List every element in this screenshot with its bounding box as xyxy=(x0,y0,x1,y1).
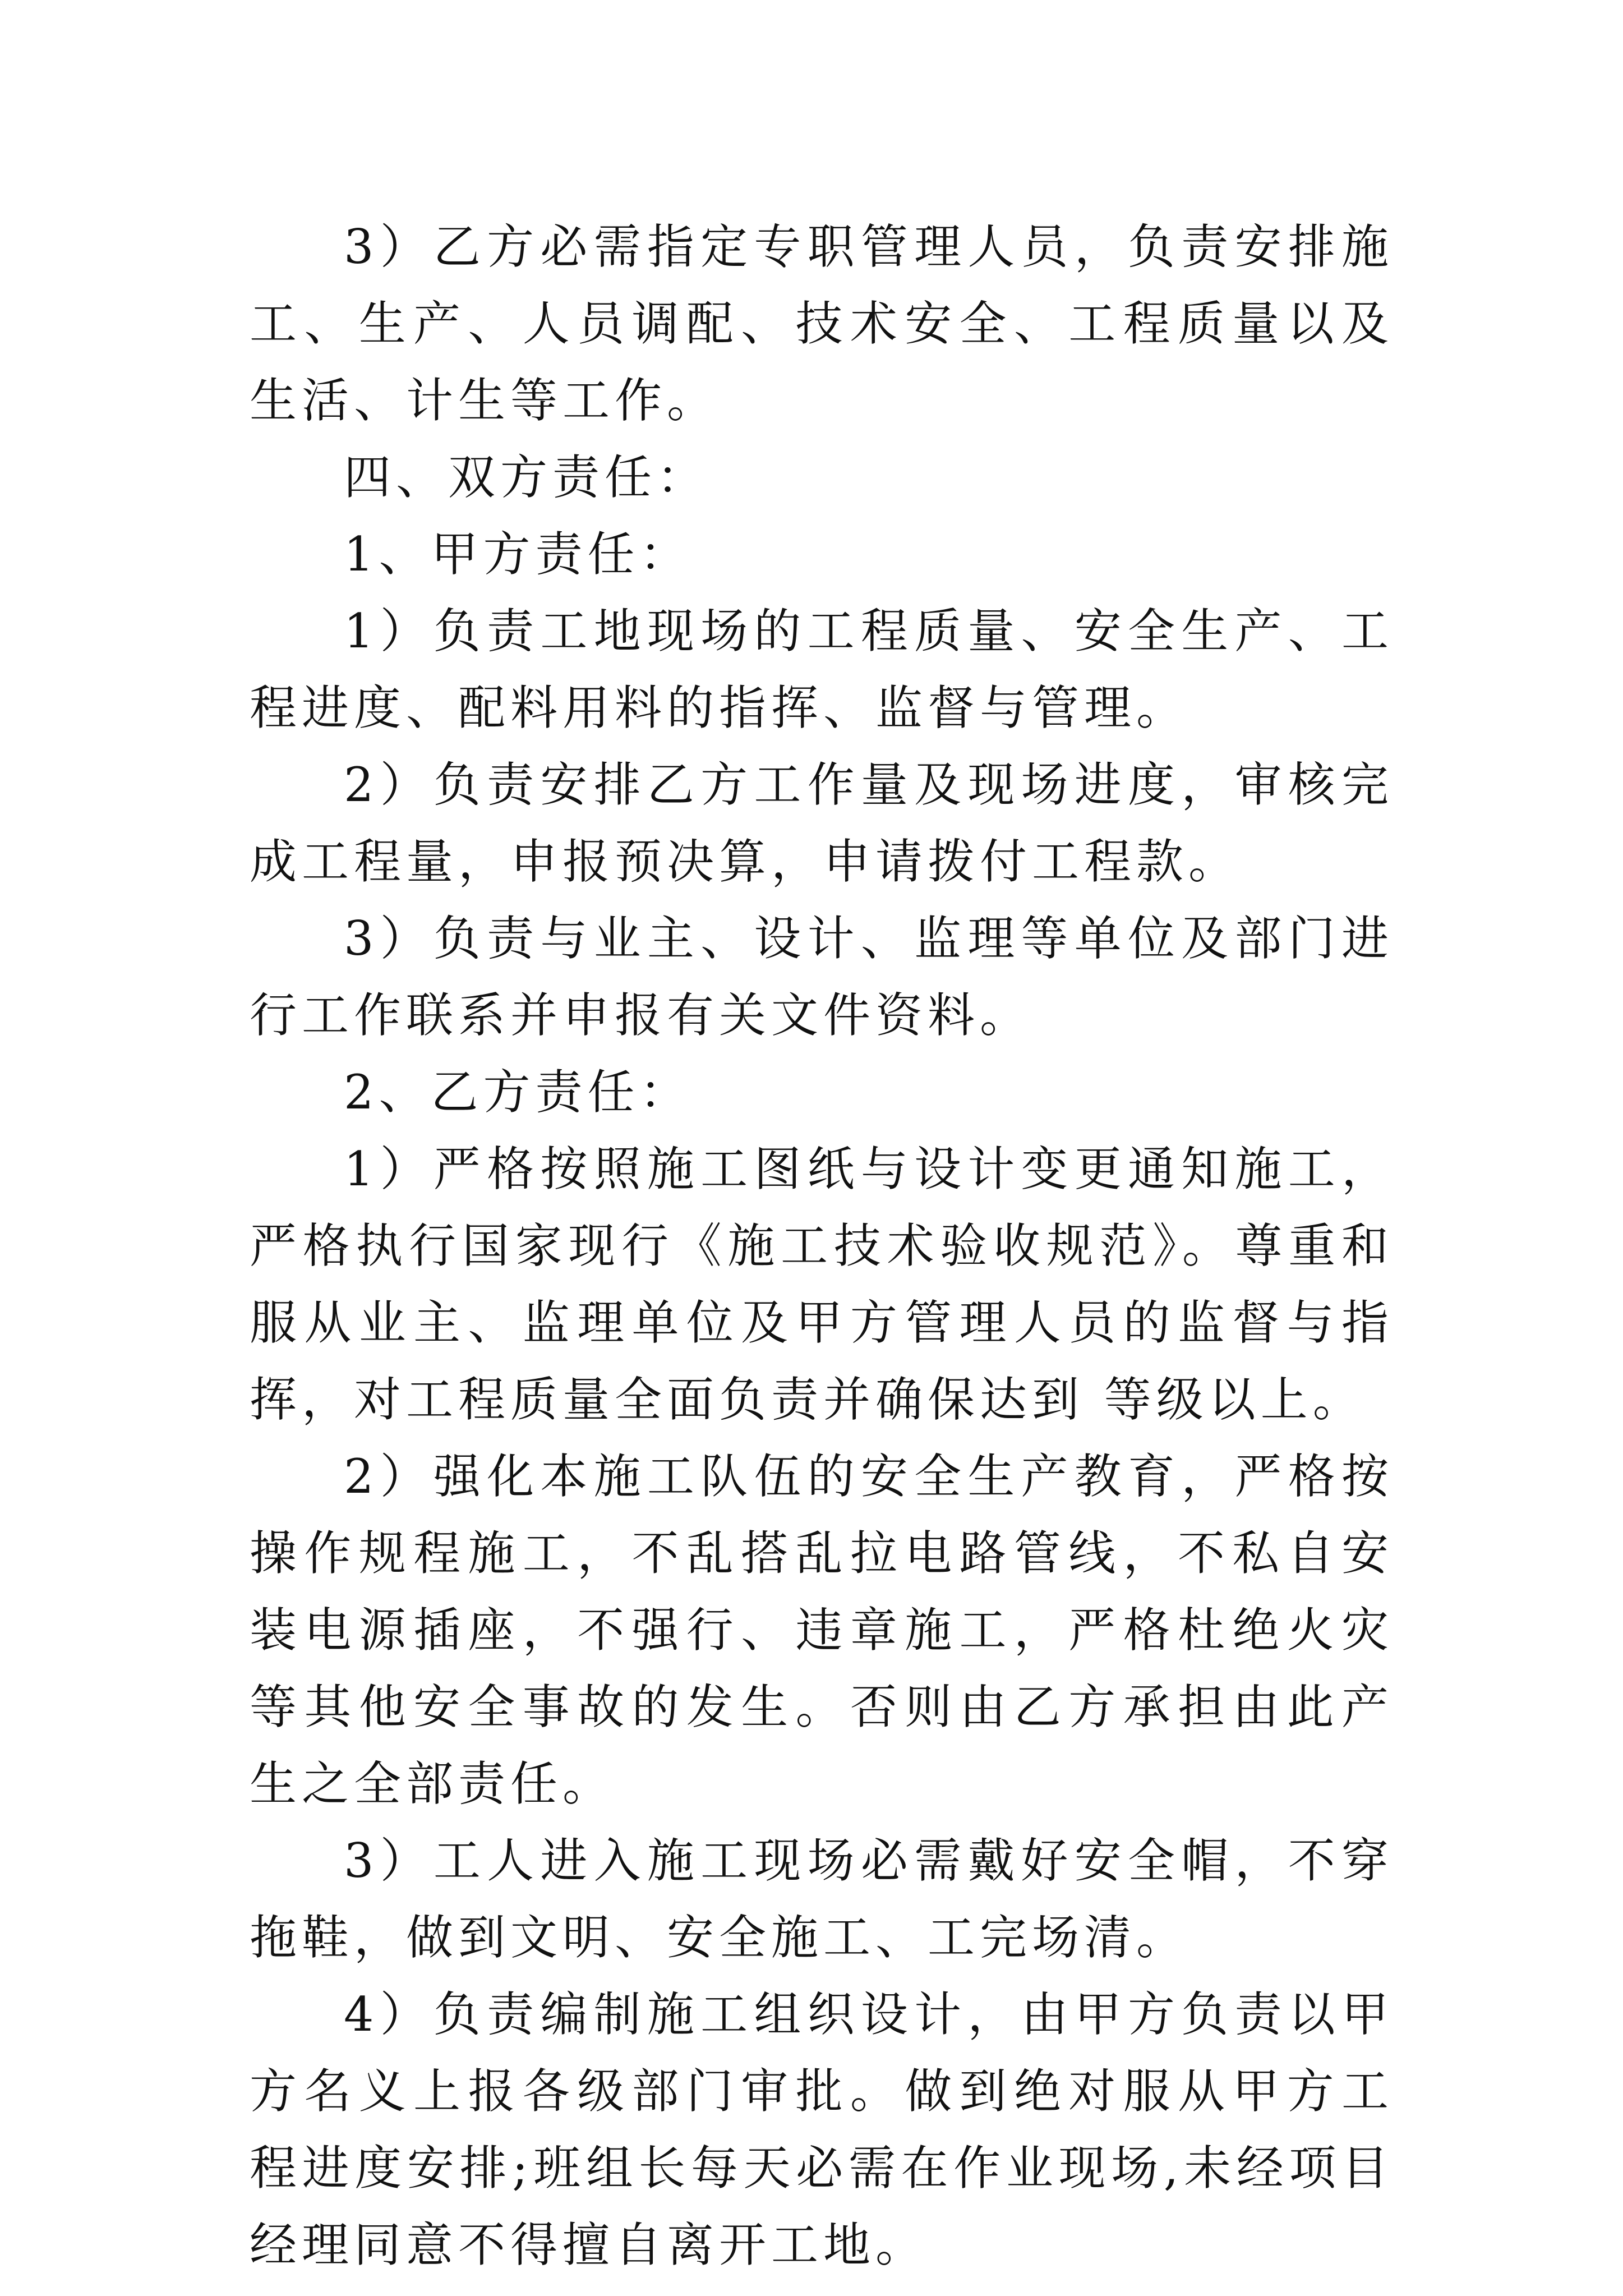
paragraph: 2）负责安排乙方工作量及现场进度，审核完成工程量，申报预决算，申请拨付工程款。 xyxy=(250,757,1394,889)
paragraph: 2）强化本施工队伍的安全生产教育，严格按操作规程施工，不乱搭乱拉电路管线，不私自安装电源插座，不强行、违章施工，严格杜绝火灾等其他安全事故的发生。否则由乙方承担由此产生之全部责任。 xyxy=(250,1449,1394,1811)
paragraph: 4）负责编制施工组织设计，由甲方负责以甲方名义上报各级部门审批。做到绝对服从甲方工程进度安排;班组长每天必需在作业现场,未经项目经理同意不得擅自离开工地。 xyxy=(250,1987,1394,2272)
paragraph: 3）乙方必需指定专职管理人员，负责安排施工、生产、人员调配、技术安全、工程质量以及生活、计生等工作。 xyxy=(250,219,1394,428)
paragraph: 1）负责工地现场的工程质量、安全生产、工程进度、配料用料的指挥、监督与管理。 xyxy=(250,604,1394,735)
subsection-heading: 1、甲方责任： xyxy=(344,527,692,582)
paragraph: 3）工人进入施工现场必需戴好安全帽，不穿拖鞋，做到文明、安全施工、工完场清。 xyxy=(250,1833,1394,1965)
document-body xyxy=(250,209,1394,2284)
subsection-heading: 2、乙方责任： xyxy=(344,1065,692,1120)
paragraph: 3）负责与业主、设计、监理等单位及部门进行工作联系并申报有关文件资料。 xyxy=(250,911,1394,1043)
paragraph: 1）严格按照施工图纸与设计变更通知施工，严格执行国家现行《施工技术验收规范》。尊重和服从业主、监理单位及甲方管理人员的监督与指挥，对工程质量全面负责并确保达到 等级以上。 xyxy=(250,1142,1394,1427)
section-heading: 四、双方责任： xyxy=(344,450,709,505)
